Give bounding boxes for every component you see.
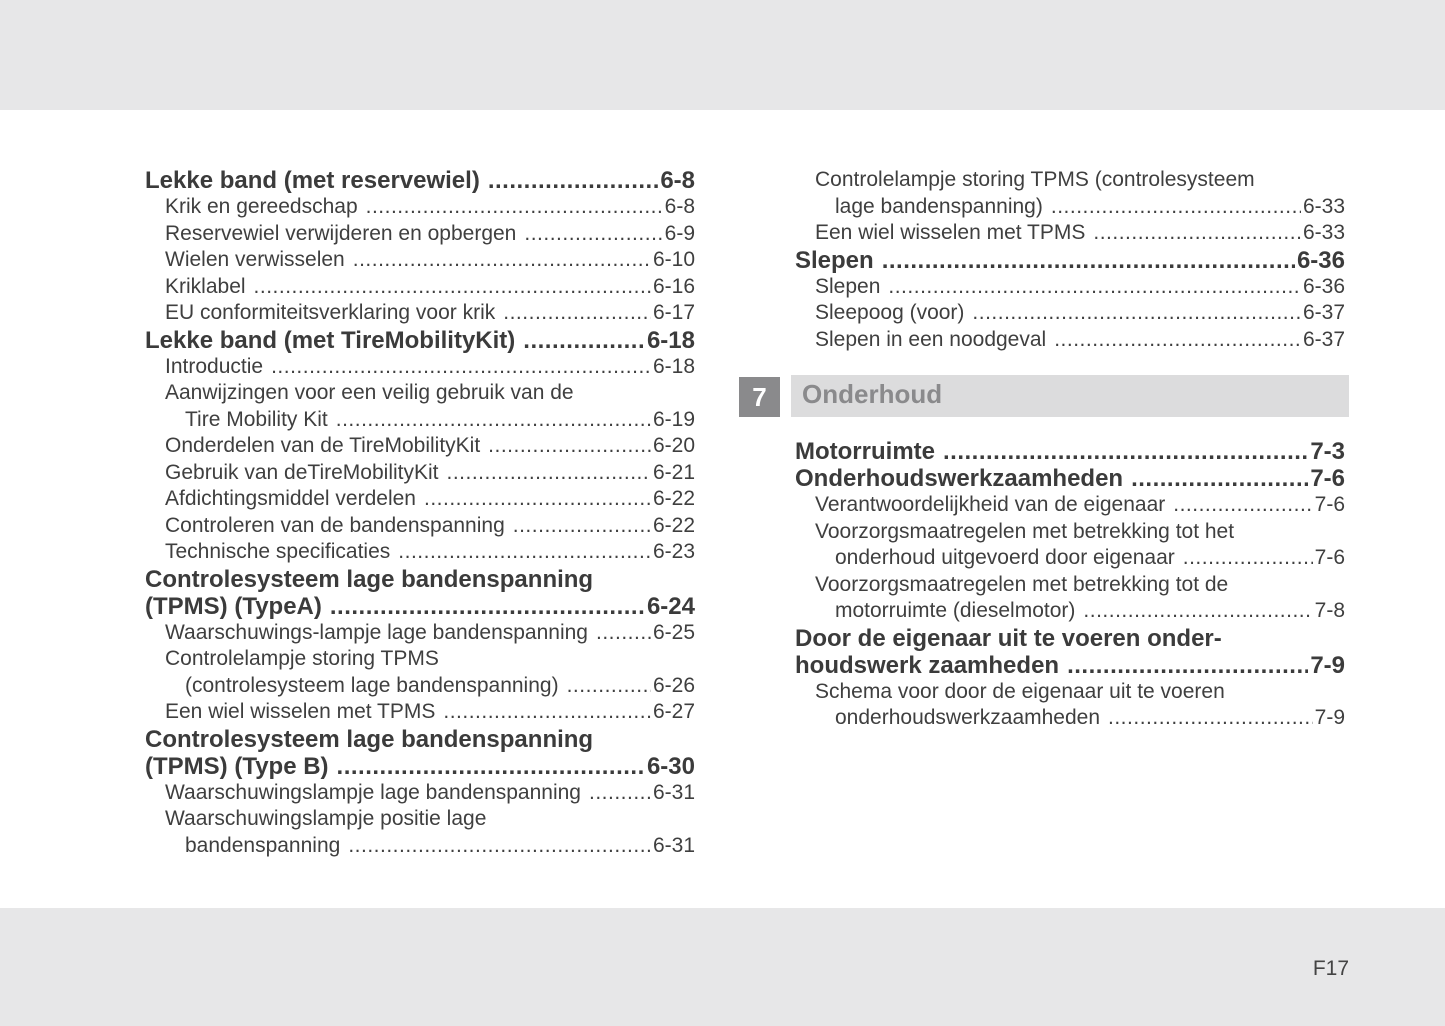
toc-dot-leader bbox=[943, 438, 1308, 465]
toc-entry-page: 6-36 bbox=[1302, 274, 1345, 298]
toc-entry: Voorzorgsmaatregelen met betrekking tot de bbox=[815, 572, 1229, 596]
toc-entry-title: Een wiel wisselen met TPMS bbox=[815, 221, 1086, 244]
toc-heading: Door de eigenaar uit te voeren onder- bbox=[795, 624, 1222, 652]
toc-entry-page: 6-33 bbox=[1302, 221, 1345, 244]
toc-entry bbox=[795, 598, 1345, 625]
toc-heading bbox=[795, 247, 1345, 274]
toc-entry-title: Krik en gereedschap bbox=[165, 195, 358, 218]
toc-dot-leader bbox=[398, 539, 651, 566]
toc-dot-leader bbox=[353, 247, 651, 274]
toc-entry-title: Waarschuwingslampje lage bandenspanning bbox=[165, 780, 581, 804]
toc-dot-leader bbox=[348, 833, 651, 860]
toc-dot-leader bbox=[524, 221, 662, 248]
toc-dot-leader bbox=[567, 673, 651, 700]
toc-dot-leader bbox=[330, 593, 645, 620]
toc-entry-title: Slepen bbox=[815, 274, 881, 298]
toc-entry-title: Tire Mobility Kit bbox=[185, 407, 328, 431]
toc-entry bbox=[145, 780, 695, 807]
toc-entry-title: (TPMS) (TypeA) bbox=[145, 592, 322, 620]
toc-dot-leader bbox=[447, 460, 651, 487]
toc-entry-page: 6-9 bbox=[664, 221, 695, 245]
toc-entry-page: 6-17 bbox=[652, 301, 695, 324]
toc-entry bbox=[145, 460, 695, 487]
toc-entry-title: Wielen verwisselen bbox=[165, 248, 345, 271]
toc-dot-leader bbox=[1067, 652, 1308, 679]
toc-dot-leader bbox=[1083, 598, 1312, 625]
toc-column-left bbox=[145, 167, 695, 859]
toc-entry bbox=[795, 327, 1345, 354]
toc-dot-leader bbox=[1093, 220, 1301, 247]
toc-entry bbox=[795, 705, 1345, 732]
toc-dot-leader bbox=[596, 620, 651, 647]
toc-entry-page: 6-8 bbox=[664, 195, 695, 218]
toc-entry-title: Motorruimte bbox=[795, 438, 935, 465]
toc-dot-leader bbox=[523, 327, 645, 354]
toc-column-right bbox=[795, 167, 1345, 353]
footer-band bbox=[0, 908, 1445, 1026]
toc-entry-title: Reservewiel verwijderen en opbergen bbox=[165, 221, 517, 245]
toc-entry-title: Lekke band (met TireMobilityKit) bbox=[145, 326, 516, 354]
toc-entry-title: Controleren van de bandenspanning bbox=[165, 513, 505, 537]
toc-entry-page: 7-6 bbox=[1314, 493, 1345, 516]
toc-entry-title: onderhoud uitgevoerd door eigenaar bbox=[835, 546, 1175, 569]
toc-dot-leader bbox=[503, 300, 651, 327]
toc-dot-leader bbox=[337, 753, 645, 780]
toc-entry-page: 6-37 bbox=[1302, 327, 1345, 351]
toc-dot-leader bbox=[1108, 705, 1313, 732]
toc-entry-page: 6-24 bbox=[646, 592, 695, 620]
toc-heading bbox=[145, 167, 695, 194]
toc-entry-title: Lekke band (met reservewiel) bbox=[145, 167, 480, 194]
toc-dot-leader bbox=[488, 433, 651, 460]
toc-entry: Waarschuwingslampje positie lage bbox=[165, 807, 487, 830]
toc-entry-title: Een wiel wisselen met TPMS bbox=[165, 700, 436, 723]
toc-entry-page: 6-26 bbox=[652, 673, 695, 697]
toc-entry-title: houdswerk zaamheden bbox=[795, 651, 1060, 679]
toc-dot-leader bbox=[488, 167, 658, 194]
toc-entry-title: bandenspanning bbox=[185, 833, 341, 857]
page-number: F17 bbox=[1312, 957, 1349, 980]
toc-entry bbox=[145, 407, 695, 434]
toc-dot-leader bbox=[1183, 545, 1313, 572]
toc-dot-leader bbox=[1051, 194, 1301, 221]
toc-entry-title: motorruimte (dieselmotor) bbox=[835, 599, 1076, 622]
toc-dot-leader bbox=[513, 513, 651, 540]
toc-entry-page: 6-31 bbox=[652, 833, 695, 857]
toc-entry-title: Sleepoog (voor) bbox=[815, 301, 965, 324]
toc-heading bbox=[795, 438, 1345, 465]
toc-entry bbox=[145, 274, 695, 301]
toc-entry bbox=[145, 221, 695, 248]
toc-entry: Aanwijzingen voor een veilig gebruik van de bbox=[165, 381, 574, 404]
toc-dot-leader bbox=[271, 354, 651, 381]
toc-entry-title: Gebruik van deTireMobilityKit bbox=[165, 460, 439, 484]
toc-entry-page: 7-9 bbox=[1314, 706, 1345, 729]
toc-entry bbox=[145, 620, 695, 647]
toc-entry bbox=[145, 699, 695, 726]
toc-heading bbox=[145, 593, 695, 620]
toc-dot-leader bbox=[1131, 465, 1308, 492]
toc-entry: Voorzorgsmaatregelen met betrekking tot het bbox=[815, 519, 1235, 543]
toc-dot-leader bbox=[254, 274, 651, 301]
toc-entry-page: 6-22 bbox=[652, 487, 695, 510]
toc-heading: Controlesysteem lage bandenspanning bbox=[145, 565, 594, 593]
toc-entry bbox=[145, 354, 695, 381]
toc-entry-title: Verantwoordelijkheid van de eigenaar bbox=[815, 493, 1166, 516]
toc-entry-title: Kriklabel bbox=[165, 274, 246, 298]
toc-dot-leader bbox=[882, 247, 1295, 274]
toc-entry-page: 6-20 bbox=[652, 434, 695, 457]
toc-entry-title: Afdichtingsmiddel verdelen bbox=[165, 487, 416, 510]
toc-entry-page: 6-18 bbox=[646, 326, 695, 354]
toc-entry bbox=[145, 247, 695, 274]
chapter-number: 7 bbox=[739, 377, 780, 417]
toc-entry-title: (controlesysteem lage bandenspanning) bbox=[185, 673, 559, 697]
toc-heading bbox=[795, 465, 1345, 492]
toc-entry-page: 6-27 bbox=[652, 700, 695, 723]
toc-entry-title: (TPMS) (Type B) bbox=[145, 752, 329, 780]
toc-entry-title: Introductie bbox=[165, 354, 264, 378]
toc-entry-page: 6-30 bbox=[646, 752, 695, 780]
toc-entry-title: Onderdelen van de TireMobilityKit bbox=[165, 434, 481, 457]
toc-entry-page: 6-19 bbox=[652, 407, 695, 431]
toc-entry-title: Technische specificaties bbox=[165, 540, 391, 563]
toc-entry-page: 6-37 bbox=[1302, 301, 1345, 324]
toc-entry-title: Waarschuwings-lampje lage bandenspanning bbox=[165, 620, 588, 644]
toc-entry bbox=[795, 194, 1345, 221]
toc-entry-page: 7-3 bbox=[1310, 438, 1345, 465]
toc-dot-leader bbox=[1173, 492, 1312, 519]
header-band bbox=[0, 0, 1445, 110]
toc-dot-leader bbox=[366, 194, 663, 221]
toc-entry: Controlelampje storing TPMS bbox=[165, 647, 439, 670]
toc-entry-page: 6-23 bbox=[652, 540, 695, 563]
toc-dot-leader bbox=[1054, 327, 1301, 354]
toc-entry bbox=[795, 545, 1345, 572]
toc-entry-page: 6-25 bbox=[652, 620, 695, 644]
toc-entry-page: 6-31 bbox=[652, 780, 695, 804]
toc-entry-title: Slepen bbox=[795, 246, 874, 274]
toc-entry bbox=[145, 486, 695, 513]
chapter-title: Onderhoud bbox=[791, 375, 1349, 417]
toc-entry bbox=[145, 433, 695, 460]
toc-dot-leader bbox=[424, 486, 651, 513]
toc-entry bbox=[145, 833, 695, 860]
toc-heading bbox=[145, 753, 695, 780]
toc-entry-page: 6-33 bbox=[1302, 194, 1345, 218]
toc-entry bbox=[795, 300, 1345, 327]
toc-section-7 bbox=[795, 438, 1345, 732]
toc-dot-leader bbox=[972, 300, 1301, 327]
toc-heading bbox=[795, 652, 1345, 679]
toc-entry-title: Onderhoudswerkzaamheden bbox=[795, 465, 1124, 492]
toc-entry: Controlelampje storing TPMS (controlesysteem bbox=[815, 168, 1255, 191]
toc-entry-page: 7-6 bbox=[1310, 465, 1345, 492]
toc-dot-leader bbox=[589, 780, 651, 807]
toc-entry-page: 6-21 bbox=[652, 460, 695, 484]
toc-entry bbox=[795, 274, 1345, 301]
toc-entry bbox=[145, 539, 695, 566]
toc-entry-page: 6-16 bbox=[652, 274, 695, 298]
toc-entry-page: 6-18 bbox=[652, 354, 695, 378]
toc-entry-title: lage bandenspanning) bbox=[835, 194, 1043, 218]
toc-entry bbox=[795, 220, 1345, 247]
toc-section-6-continued bbox=[795, 167, 1345, 353]
toc-entry-page: 7-8 bbox=[1314, 599, 1345, 622]
toc-entry-page: 7-6 bbox=[1314, 546, 1345, 569]
toc-entry bbox=[795, 492, 1345, 519]
toc-heading: Controlesysteem lage bandenspanning bbox=[145, 725, 594, 753]
toc-entry bbox=[145, 673, 695, 700]
chapter-header bbox=[739, 375, 1349, 417]
toc-heading bbox=[145, 327, 695, 354]
toc-entry-title: Slepen in een noodgeval bbox=[815, 327, 1047, 351]
toc-dot-leader bbox=[336, 407, 651, 434]
toc-entry-page: 7-9 bbox=[1310, 651, 1345, 679]
toc-entry-page: 6-36 bbox=[1296, 246, 1345, 274]
toc-entry-title: onderhoudswerkzaamheden bbox=[835, 706, 1101, 729]
toc-dot-leader bbox=[888, 274, 1301, 301]
toc-entry-page: 6-8 bbox=[660, 167, 695, 194]
toc-dot-leader bbox=[443, 699, 651, 726]
toc-entry bbox=[145, 513, 695, 540]
toc-entry-title: EU conformiteitsverklaring voor krik bbox=[165, 301, 496, 324]
toc-entry bbox=[145, 194, 695, 221]
toc-entry bbox=[145, 300, 695, 327]
toc-entry-page: 6-10 bbox=[652, 248, 695, 271]
toc-entry: Schema voor door de eigenaar uit te voeren bbox=[815, 679, 1225, 703]
toc-entry-page: 6-22 bbox=[652, 513, 695, 537]
